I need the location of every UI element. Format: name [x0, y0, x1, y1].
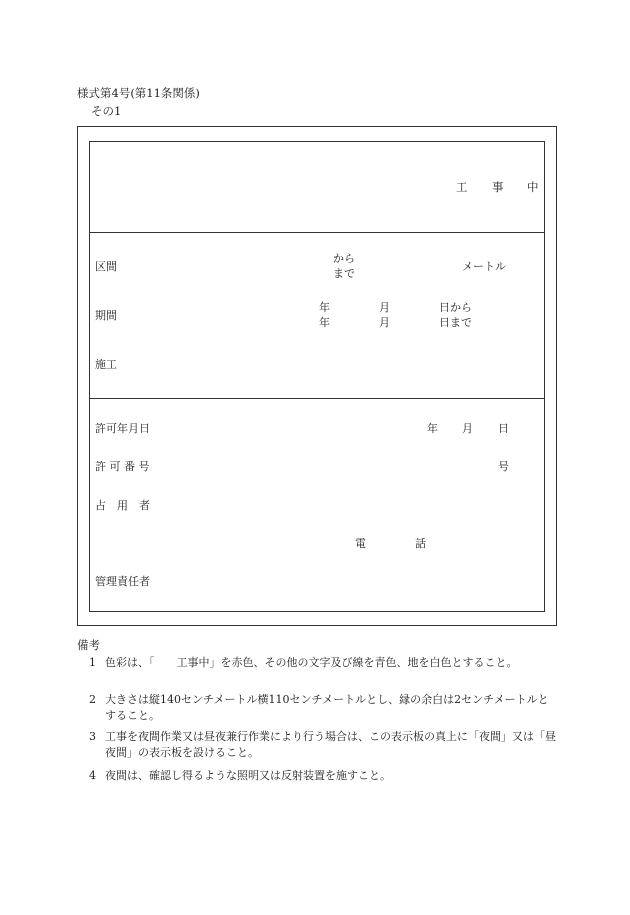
section-to: まで	[333, 267, 355, 280]
sign-title-char-3: 中	[527, 180, 539, 194]
section-label: 区間	[95, 260, 117, 273]
note-text: 夜間は、確認し得るような照明又は反射装置を施すこと。	[105, 769, 391, 782]
period-start-day: 日から	[439, 301, 472, 314]
divider-title	[89, 232, 545, 233]
notes-title: 備考	[77, 638, 100, 652]
note-item	[89, 729, 559, 761]
occupant-label: 占 用 者	[95, 499, 150, 512]
note-text: 工事を夜間作業又は昼夜兼行作業により行う場合は、この表示板の真上に「夜間」又は「昼夜間」の表示板を設けること。	[105, 730, 556, 759]
sign-inner-frame	[89, 141, 545, 612]
note-item	[89, 768, 559, 784]
note-text: 大きさは縦140センチメートル横110センチメートルとし、縁の余白は2センチメートルとすること。	[105, 693, 549, 722]
section-from: から	[333, 252, 355, 265]
divider-permit	[89, 398, 545, 399]
form-number: 様式第4号(第11条関係)	[77, 86, 200, 100]
permit-date-year: 年	[427, 422, 438, 435]
permit-date-day: 日	[498, 422, 509, 435]
note-number: 1	[89, 656, 96, 669]
period-label: 期間	[95, 309, 117, 322]
period-start-year: 年	[319, 301, 330, 314]
note-item	[89, 692, 559, 724]
form-sub-number: その1	[91, 104, 122, 118]
manager-label: 管理責任者	[95, 575, 150, 588]
permit-number-unit: 号	[498, 460, 509, 473]
construction-label: 施工	[95, 358, 117, 371]
note-text: 色彩は、「 工事中」を赤色、その他の文字及び線を青色、地を白色とすること。	[105, 656, 518, 669]
permit-number-label: 許 可 番 号	[95, 460, 150, 473]
permit-date-label: 許可年月日	[95, 422, 150, 435]
section-unit: メートル	[462, 260, 506, 273]
note-number: 2	[89, 693, 96, 706]
note-number: 4	[89, 769, 96, 782]
period-end-day: 日まで	[439, 316, 472, 329]
sign-title-char-1: 工	[456, 180, 468, 194]
sign-title-char-2: 事	[492, 180, 504, 194]
permit-date-month: 月	[462, 422, 473, 435]
note-number: 3	[89, 730, 96, 743]
period-start-month: 月	[379, 301, 390, 314]
phone-label-char-1: 電	[355, 537, 366, 550]
period-end-month: 月	[379, 316, 390, 329]
note-item	[89, 655, 559, 671]
phone-label-char-2: 話	[415, 537, 426, 550]
period-end-year: 年	[319, 316, 330, 329]
